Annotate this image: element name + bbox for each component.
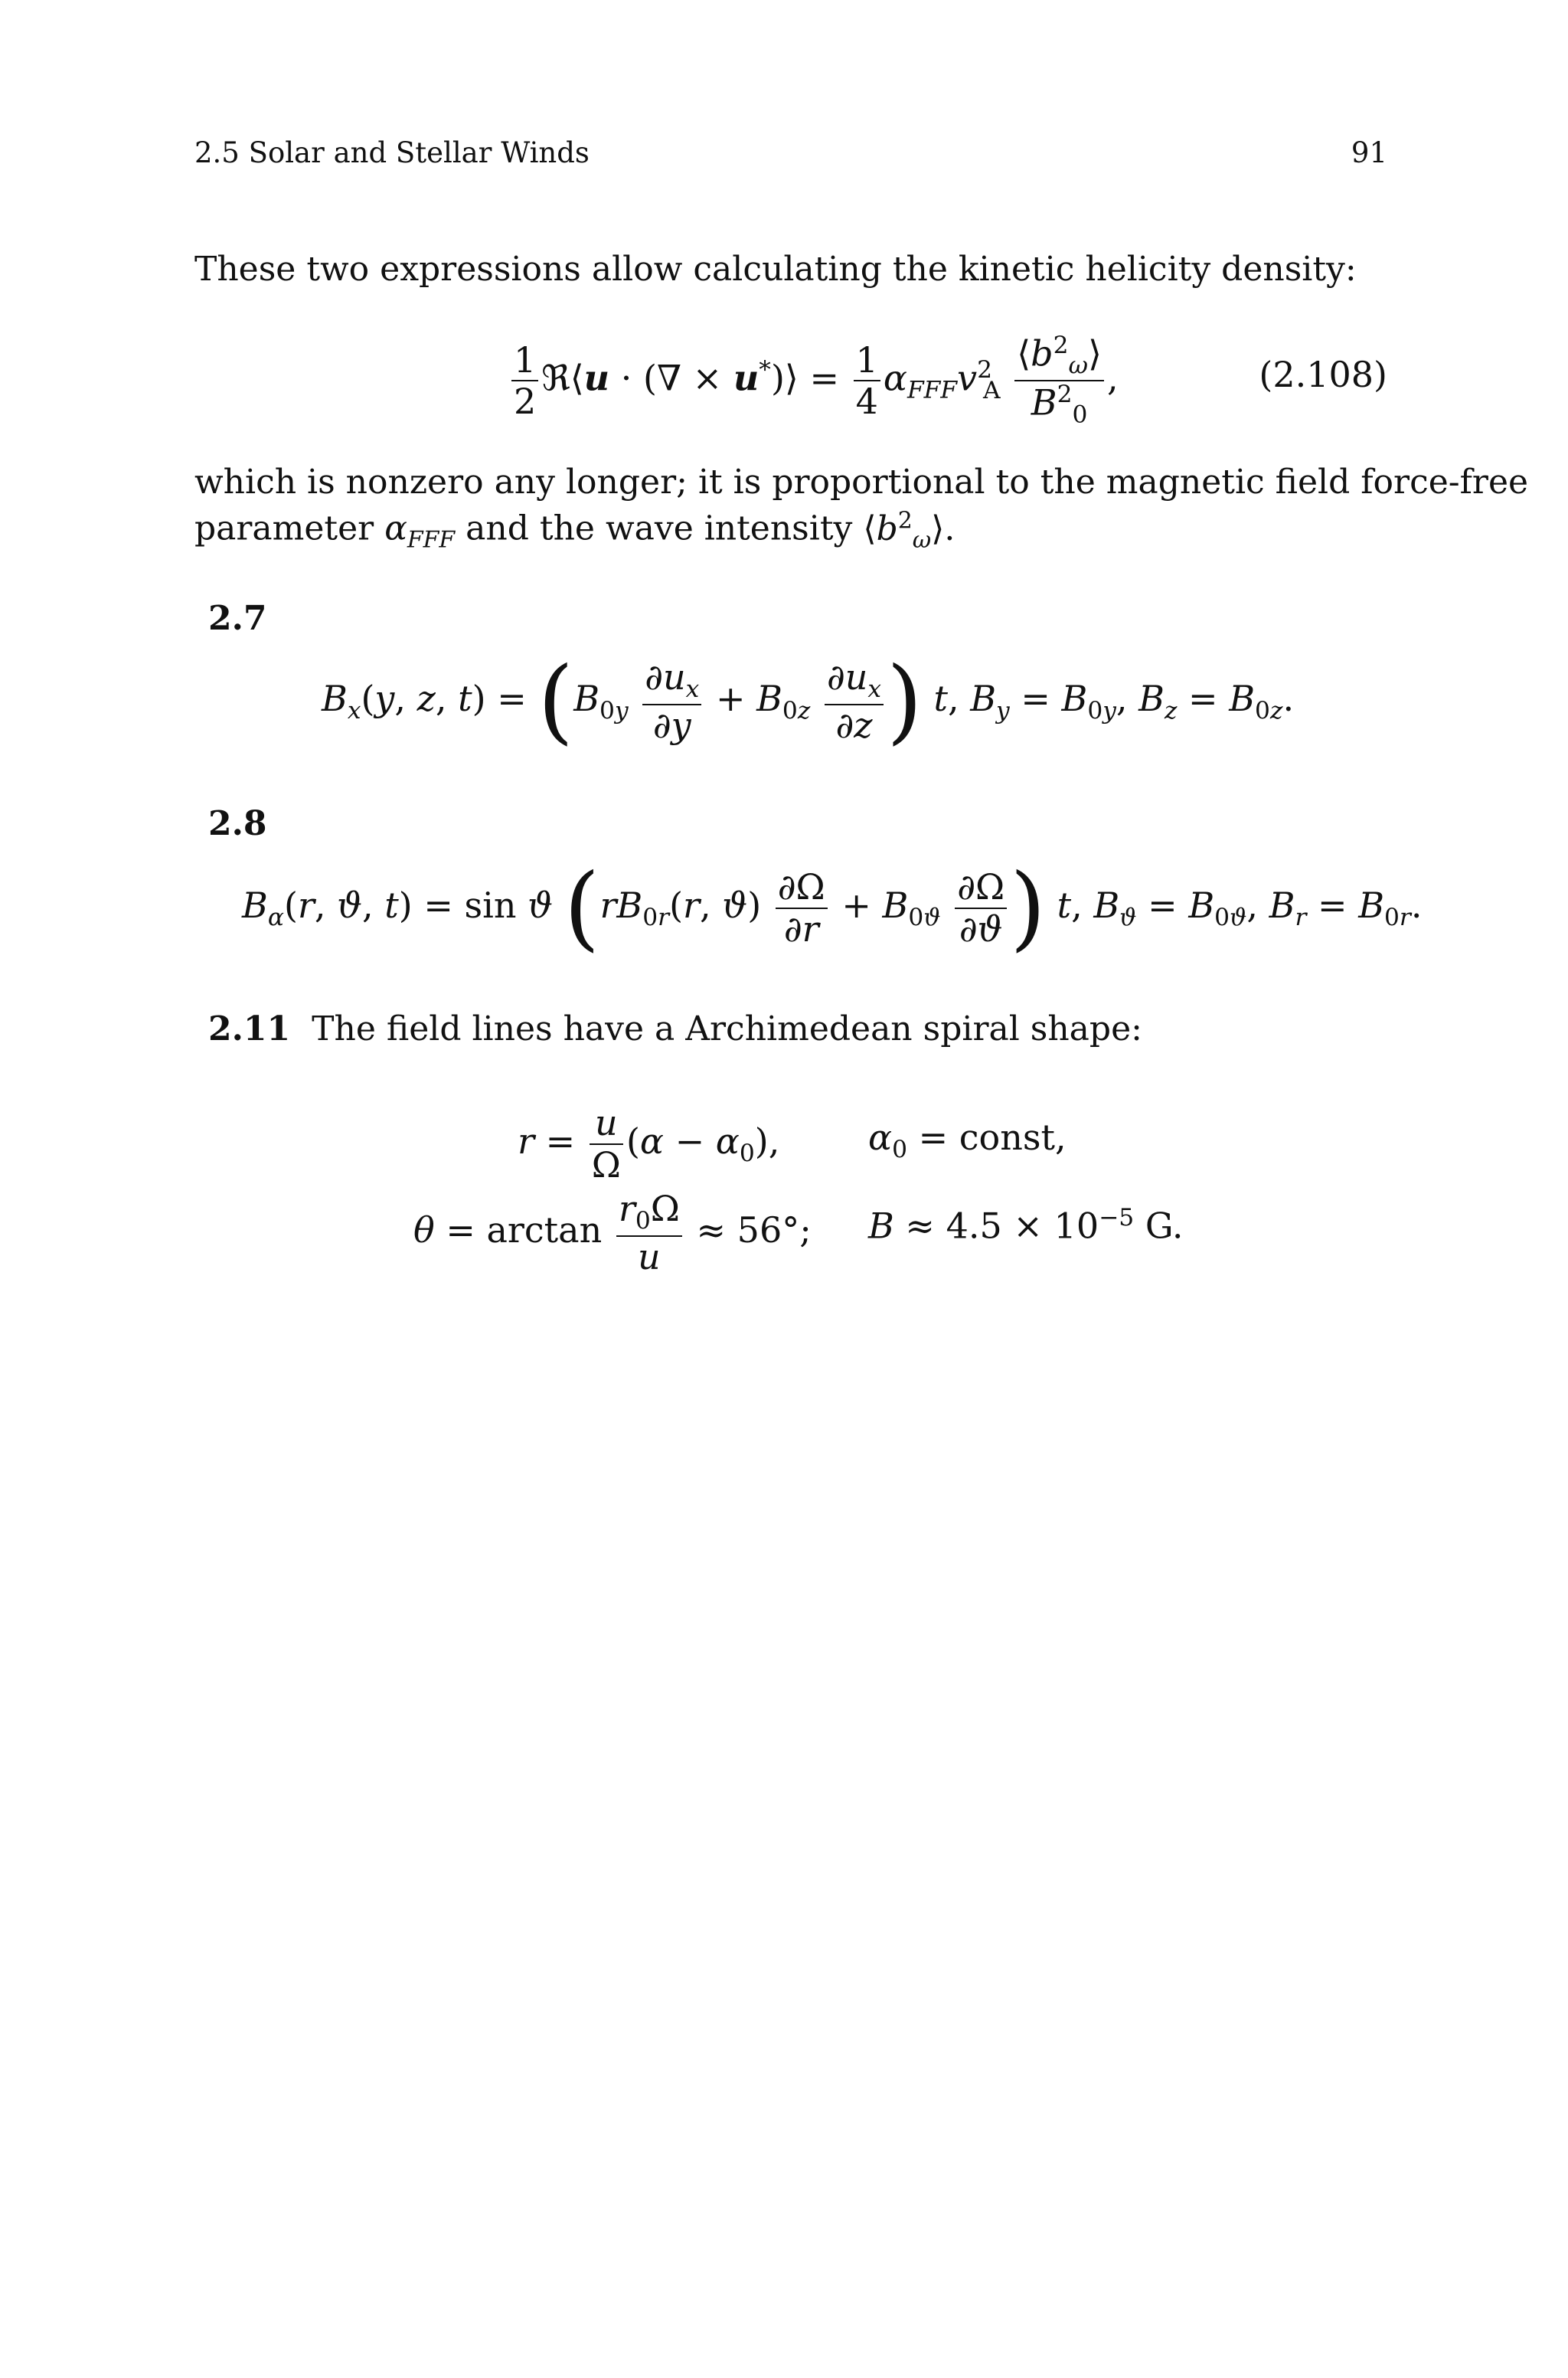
equation-field-strength: $B \approx 4.5 \times 10^{-5}$ G. [868,1204,1184,1247]
fraction-intensity: $\frac{⟨b^2_\omega⟩}{B^2_0}$ [1014,332,1104,430]
angle-value: 56° [737,1209,800,1251]
paragraph-line-1: which is nonzero any longer; it is proportional to the magnetic field force-free [194,463,1529,502]
exercise-label-2-8: 2.8 [208,804,267,843]
exercise-label-2-11: 2.11 [208,1009,291,1048]
text-parameter: parameter [194,509,374,548]
equation-number: (2.108) [1259,354,1387,395]
text-wave-intensity: and the wave intensity [466,509,853,548]
equation-2-7: $B_x(y$, z, $t) = (B_{0y}$ $\frac{\partial u_x}{\partial y}$ + $B_{0z}$ $\frac{\partial u_x}{\partial z}$ ) t, $B_y = B_{0y}$, $B_z = B_{0z}$. [322,648,1295,754]
exercise-label-2-7: 2.7 [208,599,267,638]
paragraph-intro: These two expressions allow calculating the kinetic helicity density: [194,250,1357,289]
fraction-dOmega-dtheta: $\frac{\partial\Omega}{\partial ϑ}$ [955,867,1007,950]
field-exponent: −5 [1099,1204,1135,1232]
fraction-quarter: $\frac{1}{4}$ [854,340,880,423]
field-unit: G. [1145,1205,1184,1247]
fraction-u-omega: $\frac{u}{\Omega}$ [590,1103,623,1186]
equation-alpha-const: $\alpha_0$ = const, [868,1117,1067,1164]
paragraph-line-2: parameter $\alpha_{FFF}$ and the wave intensity $⟨b^2_\omega⟩$. [194,507,956,554]
equation-2-8: $B_\alpha(r$, ϑ, t) = sin ϑ ($rB_{0r}(r$, ϑ) $\frac{\partial\Omega}{\partial r}$ + $B_{0ϑ}$ $\frac{\partial\Omega}{\partial ϑ}$ ) t, $B_ϑ = B_{0ϑ}$, $B_r = B_{0r}$. [242,855,1423,961]
fraction-r0omega-u: $\frac{r_0\Omega}{u}$ [616,1189,682,1277]
field-value: 4.5 [946,1205,1002,1247]
equation-theta: θ = arctan $\frac{r_0\Omega}{u}$ ≈ 56°; [413,1188,812,1278]
fraction-dux-dz: $\frac{\partial u_x}{\partial z}$ [825,657,884,746]
fraction-half: $\frac{1}{2}$ [511,340,538,423]
equation-2-108: $\frac{1}{2}$ ℜ⟨u · (∇ × u*)⟩ = $\frac{1}{4}$ $\alpha_{FFF}v^2_A$ $\frac{⟨b^2_\omega⟩}{B^2_0}$ , [508,332,1119,430]
fraction-dOmega-dr: $\frac{\partial\Omega}{\partial r}$ [776,867,828,950]
page-number: 91 [1351,136,1387,169]
exercise-2-11-text: The field lines have a Archimedean spiral shape: [312,1009,1142,1048]
fraction-dux-dy: $\frac{\partial u_x}{\partial y}$ [642,657,701,746]
equation-spiral-radius: r = $\frac{u}{\Omega}$ $(\alpha - \alpha_0)$, [518,1102,780,1186]
running-header: 2.5 Solar and Stellar Winds [194,136,590,169]
exercise-2-11 [208,1009,1142,1048]
